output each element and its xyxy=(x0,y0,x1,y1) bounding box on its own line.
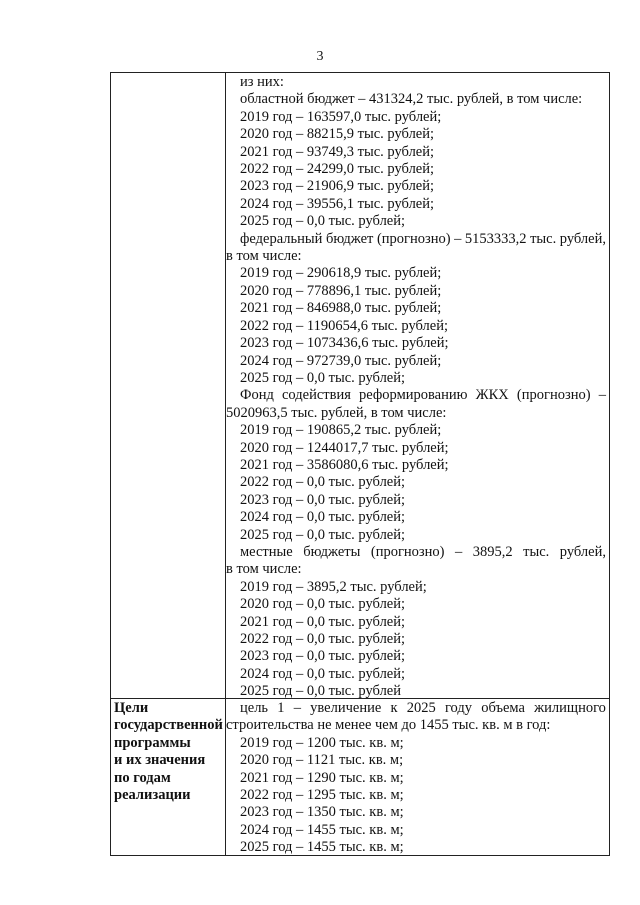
fund-heading-cont: 5020963,5 тыс. рублей, в том числе: xyxy=(226,404,447,421)
word: содействия xyxy=(282,387,351,404)
word: – xyxy=(454,230,462,247)
word: тыс. xyxy=(530,230,557,247)
year-line: 2024 год – 39556,1 тыс. рублей; xyxy=(240,195,435,212)
regional-budget-heading: областной бюджет – 431324,2 тыс. рублей, в том числе: xyxy=(240,91,583,108)
year-line: 2025 год – 0,0 тыс. рублей; xyxy=(240,526,406,543)
regional-budget-years xyxy=(226,109,606,231)
year-line: 2025 год – 0,0 тыс. рублей xyxy=(240,683,402,700)
year-line: 2022 год – 1190654,6 тыс. рублей; xyxy=(240,317,448,334)
word: (прогнозно) xyxy=(516,387,591,404)
word: цель xyxy=(240,700,269,716)
goals-label-cell xyxy=(114,700,226,804)
goals-label-line: реализации xyxy=(114,787,191,804)
year-line: 2025 год – 0,0 тыс. рублей; xyxy=(240,213,406,230)
year-line: 2019 год – 3895,2 тыс. рублей; xyxy=(240,578,427,595)
word: жилищного xyxy=(534,700,606,716)
year-line: 2019 год – 190865,2 тыс. рублей; xyxy=(240,422,442,439)
year-line: 2019 год – 290618,9 тыс. рублей; xyxy=(240,265,442,282)
federal-budget-heading xyxy=(226,231,606,248)
goals-label-line: и их значения xyxy=(114,752,206,769)
word: (прогнозно) xyxy=(370,543,445,560)
word: 2025 xyxy=(406,700,436,716)
word: реформированию xyxy=(359,387,468,404)
word: объема xyxy=(481,700,525,716)
goal-heading xyxy=(226,700,606,717)
word: рублей, xyxy=(559,543,606,560)
funding-cell xyxy=(226,74,606,701)
goal-years xyxy=(226,735,606,857)
year-line: 2021 год – 93749,3 тыс. рублей; xyxy=(240,143,435,160)
word: Фонд xyxy=(240,387,274,404)
year-line: 2024 год – 972739,0 тыс. рублей; xyxy=(240,352,442,369)
word: тыс. xyxy=(523,543,550,560)
word: ЖКХ xyxy=(475,387,509,404)
program-passport-table xyxy=(110,72,610,856)
goals-label-line: Цели xyxy=(114,700,149,716)
fund-years xyxy=(226,422,606,544)
year-line: 2019 год – 163597,0 тыс. рублей; xyxy=(240,108,442,125)
word: увеличение xyxy=(310,700,382,716)
word: к xyxy=(390,700,398,716)
year-line: 2020 год – 1121 тыс. кв. м; xyxy=(240,752,404,769)
year-line: 2023 год – 1350 тыс. кв. м; xyxy=(240,804,404,821)
word: – xyxy=(293,700,301,716)
page-number: 3 xyxy=(316,49,324,64)
year-line: 2024 год – 1455 тыс. кв. м; xyxy=(240,821,404,838)
year-line: 2023 год – 21906,9 тыс. рублей; xyxy=(240,178,435,195)
word: 5153333,2 xyxy=(464,230,527,247)
local-budget-heading xyxy=(226,544,606,561)
year-line: 2023 год – 1073436,6 тыс. рублей; xyxy=(240,335,449,352)
goal-heading-cont: строительства не менее чем до 1455 тыс. кв. м в год: xyxy=(226,717,551,734)
word: году xyxy=(444,700,472,716)
word: 1 xyxy=(277,700,285,716)
year-line: 2022 год – 24299,0 тыс. рублей; xyxy=(240,161,435,178)
year-line: 2024 год – 0,0 тыс. рублей; xyxy=(240,665,406,682)
year-line: 2020 год – 0,0 тыс. рублей; xyxy=(240,596,406,613)
year-line: 2022 год – 0,0 тыс. рублей; xyxy=(240,631,406,647)
year-line: 2021 год – 0,0 тыс. рублей; xyxy=(240,613,406,630)
year-line: 2020 год – 778896,1 тыс. рублей; xyxy=(240,282,442,299)
year-line: 2019 год – 1200 тыс. кв. м; xyxy=(240,734,404,751)
year-line: 2021 год – 3586080,6 тыс. рублей; xyxy=(240,456,449,473)
year-line: 2021 год – 1290 тыс. кв. м; xyxy=(240,769,404,786)
goals-label-line: по годам xyxy=(114,769,171,786)
fund-heading xyxy=(226,387,606,404)
local-budget-years xyxy=(226,579,606,701)
year-line: 2024 год – 0,0 тыс. рублей; xyxy=(240,509,406,526)
word: бюджет xyxy=(325,230,374,247)
federal-budget-heading-cont: в том числе: xyxy=(226,248,302,265)
word: – xyxy=(598,387,606,404)
funding-intro: из них: xyxy=(240,74,284,90)
year-line: 2020 год – 88215,9 тыс. рублей; xyxy=(240,126,435,143)
word: бюджеты xyxy=(303,543,361,560)
year-line: 2023 год – 0,0 тыс. рублей; xyxy=(240,648,406,665)
word: федеральный xyxy=(240,230,323,247)
year-line: 2022 год – 0,0 тыс. рублей; xyxy=(240,474,406,491)
word: (прогнозно) xyxy=(376,230,451,247)
goals-label-line: программы xyxy=(114,734,191,751)
word: 3895,2 xyxy=(472,543,513,560)
goals-label-line: государственной xyxy=(114,717,223,734)
local-budget-heading-cont: в том числе: xyxy=(226,561,302,578)
word: местные xyxy=(240,543,293,560)
year-line: 2022 год – 1295 тыс. кв. м; xyxy=(240,787,404,804)
federal-budget-years xyxy=(226,265,606,387)
goals-value-cell xyxy=(226,700,606,857)
year-line: 2025 год – 0,0 тыс. рублей; xyxy=(240,369,406,386)
year-line: 2025 год – 1455 тыс. кв. м; xyxy=(240,839,404,856)
word: – xyxy=(455,543,463,560)
year-line: 2021 год – 846988,0 тыс. рублей; xyxy=(240,300,442,317)
word: рублей, xyxy=(559,230,606,247)
year-line: 2023 год – 0,0 тыс. рублей; xyxy=(240,491,406,508)
year-line: 2020 год – 1244017,7 тыс. рублей; xyxy=(240,439,449,456)
